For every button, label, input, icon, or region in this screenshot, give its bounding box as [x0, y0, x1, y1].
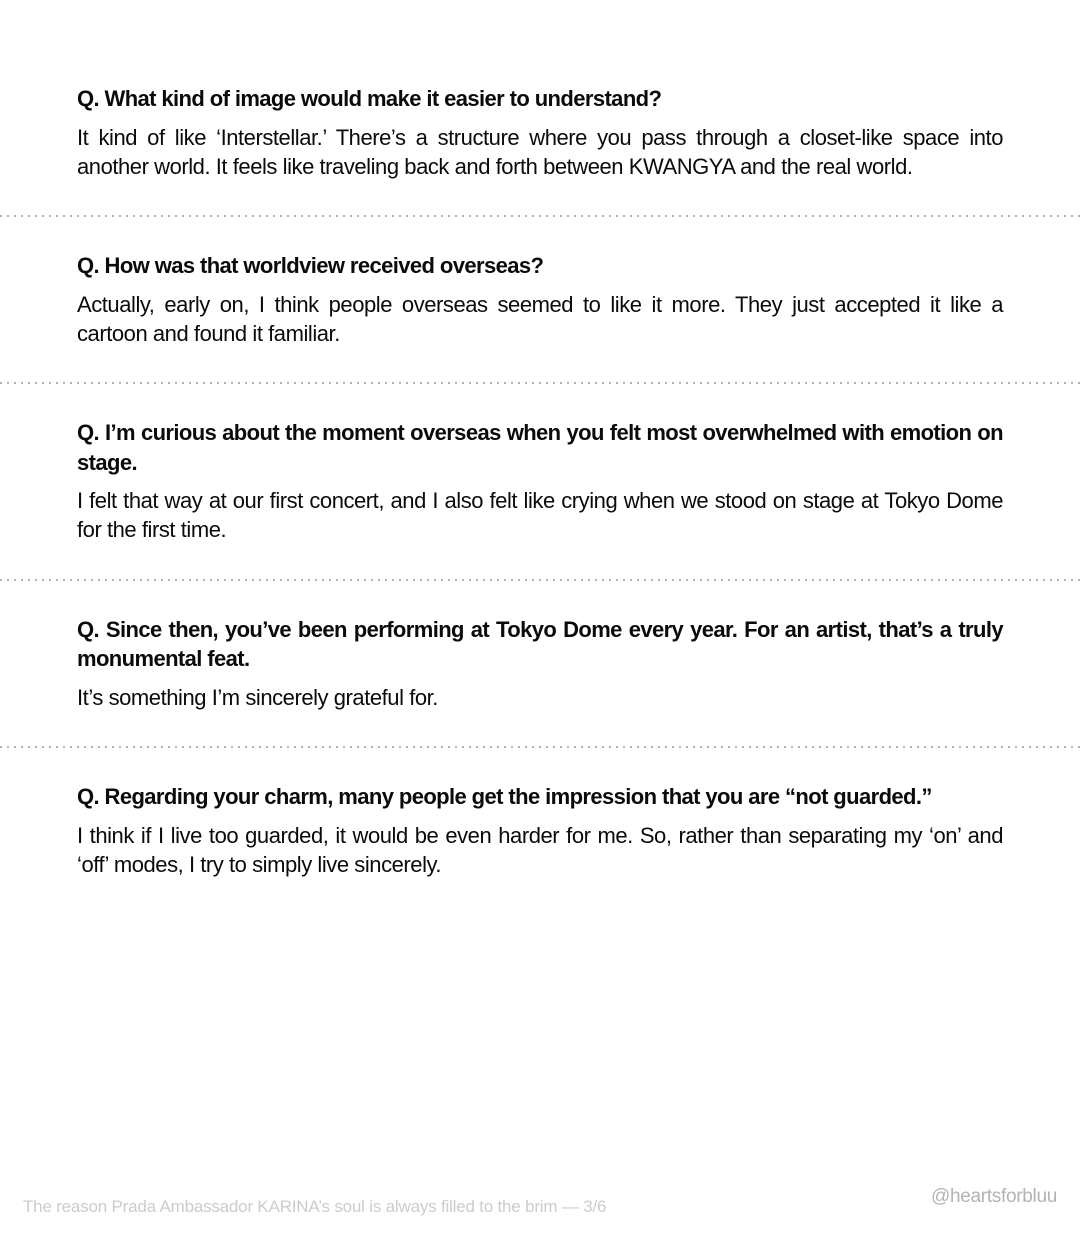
question-text: Q. Since then, you’ve been performing at Tokyo Dome every year. For an artist, that’s a truly monumental feat. [77, 616, 1003, 672]
answer-text: It’s something I’m sincerely grateful for. [77, 684, 438, 710]
question-text: Q. How was that worldview received overseas? [77, 253, 544, 279]
qa-section-5 [77, 782, 1003, 879]
footer-credit-handle: @heartsforbluu [931, 1186, 1057, 1207]
qa-section-4 [77, 615, 1003, 712]
answer-text: I felt that way at our first concert, and I also felt like crying when we stood on stage at Tokyo Dome for the first time. [77, 488, 1003, 543]
qa-section-1 [77, 84, 1003, 181]
dotted-separator [0, 579, 1080, 581]
question-text: Q. What kind of image would make it easier to understand? [77, 86, 662, 111]
question-text: Q. Regarding your charm, many people get the impression that you are “not guarded.” [77, 784, 932, 810]
qa-section-3 [77, 418, 1003, 545]
dotted-separator [0, 215, 1080, 217]
footer-caption: The reason Prada Ambassador KARINA’s soul is always filled to the brim — 3/6 [23, 1197, 607, 1216]
answer-text: Actually, early on, I think people overseas seemed to like it more. They just accepted it like a cartoon and found it familiar. [77, 291, 1003, 346]
answer-text: It kind of like ‘Interstellar.’ There’s a structure where you pass through a closet-like space into another world. It feels like traveling back and forth between KWANGYA and the real world. [77, 124, 1003, 179]
answer-text: I think if I live too guarded, it would be even harder for me. So, rather than separating my ‘on’ and ‘off’ modes, I try to simply live sincerely. [77, 822, 1003, 877]
dotted-separator [0, 382, 1080, 384]
question-text: Q. I’m curious about the moment overseas when you felt most overwhelmed with emotion on stage. [77, 420, 1003, 475]
qa-section-2 [77, 251, 1003, 348]
dotted-separator [0, 746, 1080, 748]
